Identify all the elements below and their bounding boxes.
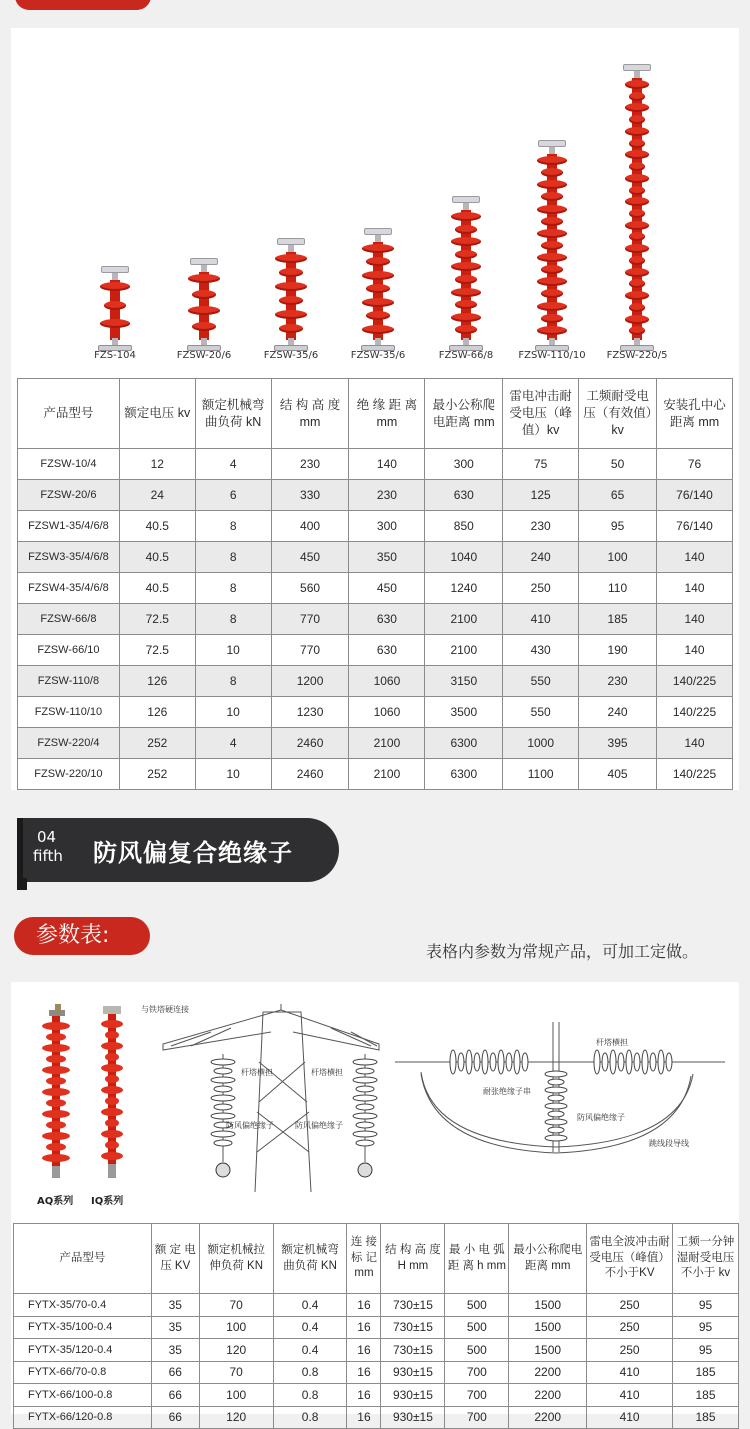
model-cell: FYTX-35/100-0.4 xyxy=(14,1316,152,1339)
diagram-label: 与铁塔硬连接 xyxy=(141,1005,189,1014)
value-cell: 300 xyxy=(349,511,425,542)
value-cell: 700 xyxy=(445,1406,509,1429)
value-cell: 1240 xyxy=(425,573,503,604)
table-row xyxy=(14,1294,739,1317)
table-row xyxy=(18,666,733,697)
insulator-figure xyxy=(532,140,572,356)
value-cell: 630 xyxy=(349,604,425,635)
value-cell: 12 xyxy=(119,449,195,480)
column-header: 额 定 电 压 KV xyxy=(151,1224,199,1294)
column-header: 产品型号 xyxy=(14,1224,152,1294)
value-cell: 250 xyxy=(503,573,579,604)
value-cell: 3150 xyxy=(425,666,503,697)
tension-diagram-2 xyxy=(391,1022,731,1172)
value-cell: 2200 xyxy=(509,1406,587,1429)
value-cell: 6300 xyxy=(425,759,503,790)
custom-note: 表格内参数为常规产品，可加工定做。 xyxy=(426,942,699,961)
value-cell: 250 xyxy=(587,1316,673,1339)
value-cell: 550 xyxy=(503,697,579,728)
model-cell: FZSW-220/10 xyxy=(18,759,120,790)
value-cell: 185 xyxy=(673,1361,739,1384)
value-cell: 230 xyxy=(503,511,579,542)
value-cell: 95 xyxy=(673,1294,739,1317)
value-cell: 930±15 xyxy=(381,1361,445,1384)
value-cell: 140 xyxy=(657,635,733,666)
value-cell: 240 xyxy=(579,697,657,728)
diagram-label: 防风偏绝缘子 xyxy=(295,1121,343,1130)
value-cell: 72.5 xyxy=(119,604,195,635)
value-cell: 100 xyxy=(199,1316,273,1339)
column-header: 最 小 电 弧 距 离 h mm xyxy=(445,1224,509,1294)
value-cell: 10 xyxy=(195,697,271,728)
value-cell: 500 xyxy=(445,1339,509,1362)
value-cell: 120 xyxy=(199,1339,273,1362)
table-row xyxy=(14,1316,739,1339)
value-cell: 185 xyxy=(673,1384,739,1407)
value-cell: 35 xyxy=(151,1339,199,1362)
aq-insulator xyxy=(42,1004,70,1178)
iq-insulator xyxy=(101,1006,123,1178)
table-row xyxy=(14,1406,739,1429)
diagram-label: 防风偏绝缘子 xyxy=(226,1121,274,1130)
table-row xyxy=(18,604,733,635)
insulator-figure xyxy=(358,228,398,356)
value-cell: 10 xyxy=(195,635,271,666)
value-cell: 76/140 xyxy=(657,511,733,542)
value-cell: 500 xyxy=(445,1316,509,1339)
value-cell: 95 xyxy=(579,511,657,542)
value-cell: 1200 xyxy=(271,666,349,697)
value-cell: 230 xyxy=(271,449,349,480)
value-cell: 110 xyxy=(579,573,657,604)
value-cell: 140 xyxy=(657,542,733,573)
value-cell: 8 xyxy=(195,573,271,604)
value-cell: 2100 xyxy=(349,728,425,759)
insulator-model-label: FZSW-35/6 xyxy=(263,350,319,361)
value-cell: 8 xyxy=(195,511,271,542)
value-cell: 3500 xyxy=(425,697,503,728)
value-cell: 16 xyxy=(347,1384,381,1407)
value-cell: 4 xyxy=(195,449,271,480)
column-header: 雷电全波冲击耐受电压（峰值）不小于KV xyxy=(587,1224,673,1294)
value-cell: 16 xyxy=(347,1339,381,1362)
value-cell: 2100 xyxy=(425,635,503,666)
value-cell: 70 xyxy=(199,1361,273,1384)
value-cell: 95 xyxy=(673,1316,739,1339)
model-cell: FZSW3-35/4/6/8 xyxy=(18,542,120,573)
value-cell: 70 xyxy=(199,1294,273,1317)
value-cell: 6300 xyxy=(425,728,503,759)
section-header xyxy=(17,818,339,882)
insulator-model-label: FZSW-20/6 xyxy=(176,350,232,361)
table-row xyxy=(14,1339,739,1362)
value-cell: 120 xyxy=(199,1406,273,1429)
column-header: 绝 缘 距 离 mm xyxy=(349,379,425,449)
table-header-row xyxy=(14,1224,739,1294)
value-cell: 2100 xyxy=(425,604,503,635)
column-header: 额定机械弯曲负荷 kN xyxy=(195,379,271,449)
value-cell: 252 xyxy=(119,759,195,790)
value-cell: 35 xyxy=(151,1294,199,1317)
model-cell: FYTX-66/100-0.8 xyxy=(14,1384,152,1407)
value-cell: 8 xyxy=(195,542,271,573)
iq-series-label: IQ系列 xyxy=(91,1196,124,1207)
table-row xyxy=(18,697,733,728)
value-cell: 250 xyxy=(587,1294,673,1317)
column-header: 结 构 高 度 H mm xyxy=(381,1224,445,1294)
value-cell: 1500 xyxy=(509,1294,587,1317)
column-header: 安装孔中心距离 mm xyxy=(657,379,733,449)
model-cell: FZSW-66/8 xyxy=(18,604,120,635)
value-cell: 1060 xyxy=(349,666,425,697)
value-cell: 100 xyxy=(579,542,657,573)
section-subtitle: fifth xyxy=(33,847,63,865)
value-cell: 140/225 xyxy=(657,666,733,697)
diagram-label: 杆塔横担 xyxy=(241,1068,273,1077)
value-cell: 6 xyxy=(195,480,271,511)
column-header: 最小公称爬电距离 mm xyxy=(509,1224,587,1294)
value-cell: 500 xyxy=(445,1294,509,1317)
model-cell: FZSW-220/4 xyxy=(18,728,120,759)
table-row xyxy=(18,728,733,759)
insulator-spec-panel xyxy=(11,28,739,790)
value-cell: 140 xyxy=(349,449,425,480)
value-cell: 770 xyxy=(271,604,349,635)
table-row xyxy=(14,1384,739,1407)
insulator-model-label: FZSW-66/8 xyxy=(438,350,494,361)
table-header-row xyxy=(18,379,733,449)
value-cell: 1060 xyxy=(349,697,425,728)
value-cell: 400 xyxy=(271,511,349,542)
value-cell: 40.5 xyxy=(119,573,195,604)
value-cell: 0.8 xyxy=(273,1384,347,1407)
value-cell: 0.4 xyxy=(273,1294,347,1317)
value-cell: 850 xyxy=(425,511,503,542)
value-cell: 140/225 xyxy=(657,697,733,728)
aq-iq-insulators-image xyxy=(31,1002,141,1192)
value-cell: 185 xyxy=(579,604,657,635)
table-row xyxy=(14,1361,739,1384)
diagram-label: 耐张绝缘子串 xyxy=(483,1087,531,1096)
value-cell: 4 xyxy=(195,728,271,759)
spec-table-2 xyxy=(13,1223,739,1429)
value-cell: 395 xyxy=(579,728,657,759)
value-cell: 8 xyxy=(195,666,271,697)
value-cell: 405 xyxy=(579,759,657,790)
column-header: 工频一分钟湿耐受电压不小于 kv xyxy=(673,1224,739,1294)
value-cell: 630 xyxy=(425,480,503,511)
value-cell: 66 xyxy=(151,1361,199,1384)
value-cell: 76/140 xyxy=(657,480,733,511)
value-cell: 300 xyxy=(425,449,503,480)
value-cell: 66 xyxy=(151,1406,199,1429)
column-header: 产品型号 xyxy=(18,379,120,449)
value-cell: 24 xyxy=(119,480,195,511)
insulator-figure xyxy=(184,258,224,356)
section-title: 防风偏复合绝缘子 xyxy=(93,839,293,867)
value-cell: 16 xyxy=(347,1406,381,1429)
column-header: 连 接 标 记 mm xyxy=(347,1224,381,1294)
value-cell: 350 xyxy=(349,542,425,573)
value-cell: 0.4 xyxy=(273,1316,347,1339)
value-cell: 126 xyxy=(119,666,195,697)
column-header: 最小公称爬电距离 mm xyxy=(425,379,503,449)
insulator-figure xyxy=(271,238,311,356)
value-cell: 930±15 xyxy=(381,1384,445,1407)
value-cell: 410 xyxy=(587,1406,673,1429)
insulator-figure xyxy=(446,196,486,356)
value-cell: 630 xyxy=(349,635,425,666)
value-cell: 700 xyxy=(445,1361,509,1384)
value-cell: 40.5 xyxy=(119,542,195,573)
value-cell: 72.5 xyxy=(119,635,195,666)
model-cell: FZSW-20/6 xyxy=(18,480,120,511)
insulator-figures xyxy=(11,28,739,373)
value-cell: 140 xyxy=(657,728,733,759)
insulator-figure xyxy=(95,266,135,356)
value-cell: 16 xyxy=(347,1294,381,1317)
value-cell: 2200 xyxy=(509,1384,587,1407)
value-cell: 76 xyxy=(657,449,733,480)
value-cell: 730±15 xyxy=(381,1294,445,1317)
value-cell: 770 xyxy=(271,635,349,666)
table-row xyxy=(18,449,733,480)
table-row xyxy=(18,511,733,542)
value-cell: 730±15 xyxy=(381,1339,445,1362)
value-cell: 2100 xyxy=(349,759,425,790)
value-cell: 0.4 xyxy=(273,1339,347,1362)
column-header: 额定机械拉伸负荷 KN xyxy=(199,1224,273,1294)
value-cell: 126 xyxy=(119,697,195,728)
model-cell: FZSW4-35/4/6/8 xyxy=(18,573,120,604)
value-cell: 100 xyxy=(199,1384,273,1407)
value-cell: 0.8 xyxy=(273,1361,347,1384)
value-cell: 1500 xyxy=(509,1339,587,1362)
value-cell: 410 xyxy=(587,1361,673,1384)
model-cell: FZSW-10/4 xyxy=(18,449,120,480)
model-cell: FZSW-110/8 xyxy=(18,666,120,697)
value-cell: 450 xyxy=(271,542,349,573)
value-cell: 190 xyxy=(579,635,657,666)
value-cell: 730±15 xyxy=(381,1316,445,1339)
value-cell: 75 xyxy=(503,449,579,480)
table-row xyxy=(18,480,733,511)
value-cell: 930±15 xyxy=(381,1406,445,1429)
model-cell: FZSW-66/10 xyxy=(18,635,120,666)
column-header: 工频耐受电压（有效值）kv xyxy=(579,379,657,449)
value-cell: 560 xyxy=(271,573,349,604)
tower-diagram-1 xyxy=(151,1002,391,1197)
value-cell: 2200 xyxy=(509,1361,587,1384)
value-cell: 450 xyxy=(349,573,425,604)
value-cell: 8 xyxy=(195,604,271,635)
column-header: 额定机械弯曲负荷 KN xyxy=(273,1224,347,1294)
value-cell: 550 xyxy=(503,666,579,697)
column-header: 额定电压 kv xyxy=(119,379,195,449)
model-cell: FZSW1-35/4/6/8 xyxy=(18,511,120,542)
value-cell: 16 xyxy=(347,1361,381,1384)
value-cell: 410 xyxy=(503,604,579,635)
model-cell: FYTX-35/120-0.4 xyxy=(14,1339,152,1362)
insulator-figure xyxy=(617,64,657,356)
value-cell: 2460 xyxy=(271,728,349,759)
value-cell: 1230 xyxy=(271,697,349,728)
column-header: 雷电冲击耐受电压（峰值）kv xyxy=(503,379,579,449)
value-cell: 240 xyxy=(503,542,579,573)
diagram-label: 跳线段导线 xyxy=(649,1139,689,1148)
value-cell: 95 xyxy=(673,1339,739,1362)
spec-table-1 xyxy=(17,378,733,790)
value-cell: 10 xyxy=(195,759,271,790)
table-row xyxy=(18,542,733,573)
table-row xyxy=(18,759,733,790)
value-cell: 140 xyxy=(657,604,733,635)
insulator-model-label: FZS-104 xyxy=(94,350,136,361)
value-cell: 66 xyxy=(151,1384,199,1407)
value-cell: 35 xyxy=(151,1316,199,1339)
table-row xyxy=(18,573,733,604)
value-cell: 50 xyxy=(579,449,657,480)
value-cell: 330 xyxy=(271,480,349,511)
table-row xyxy=(18,635,733,666)
value-cell: 1100 xyxy=(503,759,579,790)
value-cell: 125 xyxy=(503,480,579,511)
value-cell: 40.5 xyxy=(119,511,195,542)
value-cell: 230 xyxy=(349,480,425,511)
value-cell: 65 xyxy=(579,480,657,511)
value-cell: 1500 xyxy=(509,1316,587,1339)
model-cell: FYTX-35/70-0.4 xyxy=(14,1294,152,1317)
value-cell: 250 xyxy=(587,1339,673,1362)
value-cell: 1000 xyxy=(503,728,579,759)
value-cell: 185 xyxy=(673,1406,739,1429)
wind-deflection-panel xyxy=(11,982,739,1425)
param-table-label: 参数表: xyxy=(14,917,150,955)
aq-series-label: AQ系列 xyxy=(37,1196,74,1207)
value-cell: 140 xyxy=(657,573,733,604)
value-cell: 430 xyxy=(503,635,579,666)
model-cell: FYTX-66/120-0.8 xyxy=(14,1406,152,1429)
value-cell: 252 xyxy=(119,728,195,759)
section-number: 04 xyxy=(37,828,57,846)
value-cell: 140/225 xyxy=(657,759,733,790)
value-cell: 16 xyxy=(347,1316,381,1339)
value-cell: 230 xyxy=(579,666,657,697)
value-cell: 0.8 xyxy=(273,1406,347,1429)
value-cell: 410 xyxy=(587,1384,673,1407)
insulator-model-label: FZSW-110/10 xyxy=(518,350,586,361)
top-section-pill xyxy=(15,0,151,10)
diagram-label: 防风偏绝缘子 xyxy=(577,1113,625,1122)
value-cell: 1040 xyxy=(425,542,503,573)
model-cell: FZSW-110/10 xyxy=(18,697,120,728)
insulator-model-label: FZSW-220/5 xyxy=(606,350,668,361)
column-header: 结 构 高 度 mm xyxy=(271,379,349,449)
value-cell: 700 xyxy=(445,1384,509,1407)
diagram-label: 杆塔横担 xyxy=(311,1068,343,1077)
value-cell: 2460 xyxy=(271,759,349,790)
section-header-foot xyxy=(17,878,27,890)
diagram-label: 杆塔横担 xyxy=(596,1038,628,1047)
model-cell: FYTX-66/70-0.8 xyxy=(14,1361,152,1384)
insulator-model-label: FZSW-35/6 xyxy=(350,350,406,361)
